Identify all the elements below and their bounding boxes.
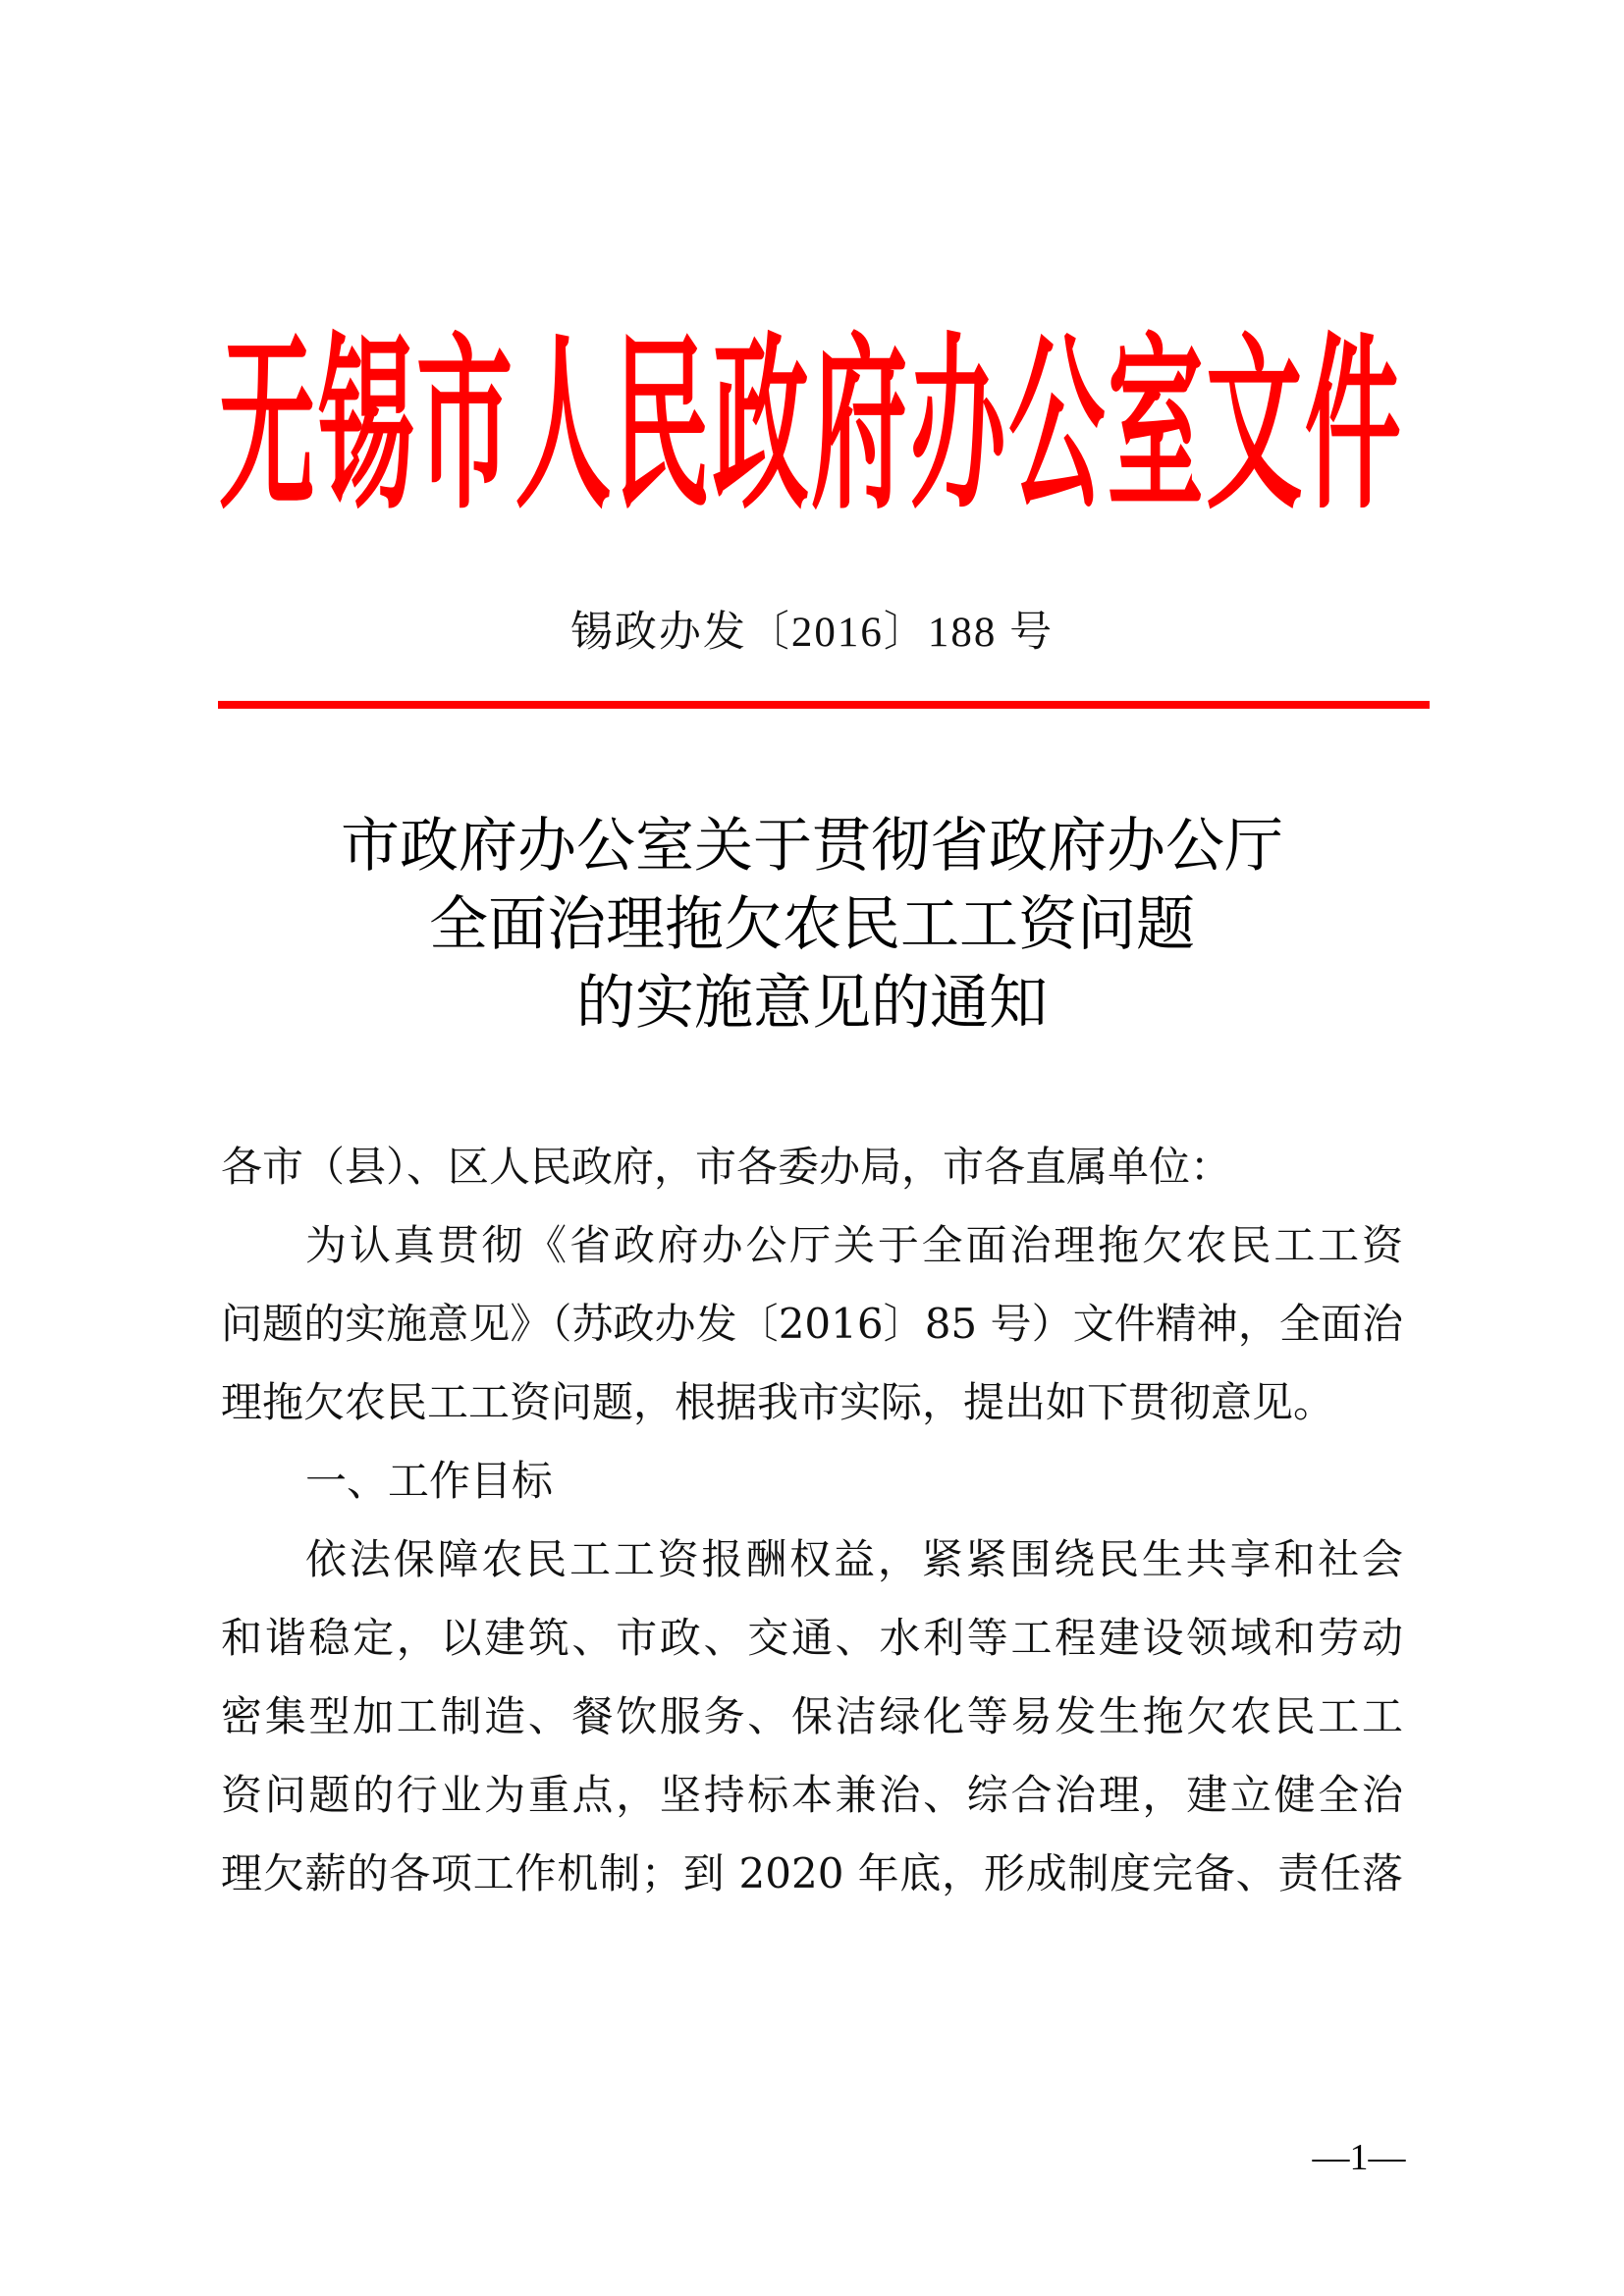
body-line: 理欠薪的各项工作机制；到 2020 年底，形成制度完备、责任落 [221, 1849, 1403, 1897]
subject-line: 的实施意见的通知 [576, 969, 1048, 1038]
page-number: —1— [1312, 2137, 1406, 2178]
masthead-char: 室 [1107, 317, 1204, 537]
masthead-char: 公 [1008, 317, 1106, 537]
body-line: 依法保障农民工工资报酬权益，紧紧围绕民生共享和社会 [305, 1535, 1403, 1583]
document-number: 锡政办发〔2016〕188 号 [569, 610, 1055, 656]
masthead-char: 府 [811, 317, 908, 537]
body-line: 问题的实施意见》（苏政办发〔2016〕85 号）文件精神，全面治 [221, 1300, 1403, 1348]
salutation: 各市（县）、区人民政府，市各委办局，市各直属单位： [221, 1143, 1232, 1191]
document-subject-title [0, 807, 1624, 1042]
section-heading: 一、工作目标 [305, 1457, 554, 1505]
masthead-char: 政 [712, 317, 809, 537]
masthead-char: 人 [514, 317, 612, 537]
masthead-char: 办 [909, 317, 1006, 537]
body-line: 资问题的行业为重点，坚持标本兼治、综合治理，建立健全治 [221, 1771, 1403, 1819]
masthead-char: 文 [1206, 317, 1303, 537]
masthead-char: 无 [218, 317, 315, 537]
body-line: 理拖欠农民工工资问题，根据我市实际，提出如下贯彻意见。 [221, 1378, 1335, 1426]
masthead-char: 民 [614, 317, 711, 537]
body-line: 密集型加工制造、餐饮服务、保洁绿化等易发生拖欠农民工工 [221, 1692, 1403, 1740]
masthead-char: 市 [416, 317, 514, 537]
masthead-char: 件 [1304, 317, 1401, 537]
subject-line: 全面治理拖欠农民工工资问题 [429, 890, 1195, 959]
subject-line: 市政府办公室关于贯彻省政府办公厅 [341, 812, 1283, 881]
masthead-char: 锡 [317, 317, 414, 537]
body-line: 为认真贯彻《省政府办公厅关于全面治理拖欠农民工工资 [305, 1221, 1403, 1269]
body-line: 和谐稳定，以建筑、市政、交通、水利等工程建设领域和劳动 [221, 1614, 1403, 1662]
document-body [221, 1128, 1403, 1913]
red-divider-line [218, 701, 1430, 709]
masthead-title [218, 317, 1402, 537]
